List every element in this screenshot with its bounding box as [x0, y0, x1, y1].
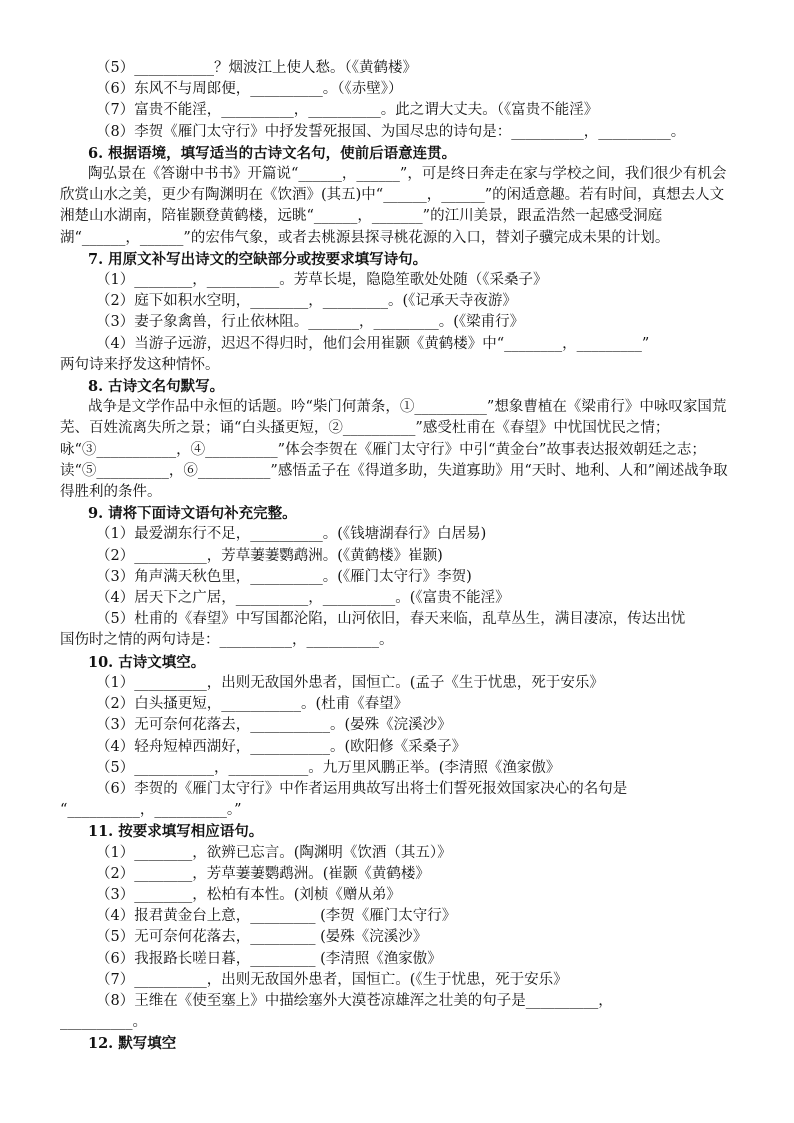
- question-line: （5）___________，___________。九万里风鹏正举。(李清照《渔家傲》: [96, 759, 561, 776]
- question-line: __________。: [60, 1014, 147, 1031]
- question-line: （1）__________，出则无敌国外患者，国恒亡。(孟子《生于忧患，死于安乐》: [96, 674, 604, 691]
- question-line: （5）无可奈何花落去，_________ (晏殊《浣溪沙》: [96, 929, 428, 946]
- question-line: 国伤时之情的两句诗是：__________，__________。: [60, 632, 394, 649]
- question-line: （4）报君黄金台上意，_________ (李贺《雁门太守行》: [96, 908, 457, 925]
- question-line: （6）李贺的《雁门太守行》中作者运用典故写出将士们誓死报效国家决心的名句是: [96, 780, 628, 797]
- section-heading: 7. 用原文补写出诗文的空缺部分或按要求填写诗句。: [88, 250, 428, 268]
- question-line: 两句诗来抒发这种情怀。: [60, 356, 220, 373]
- question-line: （8）王维在《使至塞上》中描绘塞外大漠苍凉雄浑之壮美的句子是__________，: [96, 992, 613, 1009]
- question-line: （3）________，松柏有本性。(刘桢《赠从弟》: [96, 886, 401, 903]
- worksheet-page: [60, 58, 736, 1055]
- question-line: （7）富贵不能淫，__________，__________。此之谓大丈夫。（《富贵不能淫》: [96, 102, 599, 119]
- context-paragraph: 陶弘景在《答谢中书书》开篇说“______，______”，可是终日奔走在家与学校之间，我们很少有机会欣赏山水之美，更少有陶渊明在《饮酒》(其五)中“______，______”的闲适意趣。若有时间，真想去人文湘楚山水湖南，陪崔颢登黄鹤楼，远眺“______，_______”的江川美景，跟孟浩然一起感受洞庭湖“______，______”的宏伟气象，或者去桃源县探寻桃花源的入口，替刘子骥完成未果的计划。: [60, 166, 727, 246]
- section-heading: 10. 古诗文填空。: [88, 653, 206, 671]
- question-line: （6）我报路长嗟日暮，_________ (李清照《渔家傲》: [96, 950, 442, 967]
- question-line: （6）东风不与周郎便，__________。（《赤壁》）: [96, 81, 403, 98]
- question-line: （5）杜甫的《春望》中写国都沦陷，山河依旧，春天来临，乱草丛生，满目凄凉，传达出忧: [96, 611, 686, 628]
- question-line: （8）李贺《雁门太守行》中抒发誓死报国、为国尽忠的诗句是：__________，__________。: [96, 123, 686, 140]
- section-heading: 6. 根据语境，填写适当的古诗文名句，使前后语意连贯。: [88, 144, 457, 162]
- section-heading: 8. 古诗文名句默写。: [88, 378, 225, 396]
- question-line: （3）妻子象禽兽，行止依林阻。_______，_________。(《梁甫行》: [96, 314, 525, 331]
- section-heading: 12. 默写填空: [88, 1035, 177, 1053]
- question-line: （2）庭下如积水空明，________，_________。(《记承天寺夜游》: [96, 293, 517, 310]
- question-line: （5）___________？烟波江上使人愁。（《黄鹤楼》: [96, 60, 417, 76]
- section-heading: 9. 请将下面诗文语句补充完整。: [88, 505, 297, 523]
- question-line: （1）最爱湖东行不足，__________。(《钱塘湖春行》白居易): [96, 526, 487, 543]
- question-line: （2）白头搔更短，___________。(杜甫《春望》: [96, 696, 409, 713]
- question-line: （4）当游子远游，迟迟不得归时，他们会用崔颢《黄鹤楼》中“________，_________”: [96, 335, 650, 352]
- question-line: “__________，__________。”: [60, 802, 242, 819]
- question-line: （3）角声满天秋色里，__________。(《雁门太守行》李贺): [96, 568, 472, 585]
- question-line: （7）__________，出则无敌国外患者，国恒亡。(《生于忧患，死于安乐》: [96, 971, 568, 988]
- question-line: （2）__________，芳草萋萋鹦鹉洲。(《黄鹤楼》崔颢): [96, 547, 443, 564]
- question-line: （1）________，欲辨已忘言。(陶渊明《饮酒（其五）》: [96, 844, 452, 861]
- question-line: （4）居天下之广居，__________，__________。(《富贵不能淫》: [96, 590, 510, 607]
- question-line: （1）________，__________。芳草长堤，隐隐笙歌处处随（《采桑子》: [96, 272, 548, 289]
- context-paragraph: 战争是文学作品中永恒的话题。吟“柴门何萧条，①__________”想象曹植在《梁甫行》中咏叹家国荒芜、百姓流离失所之景；诵“白头搔更短，②__________”感受杜甫在《春望》中忧国忧民之情；咏“③___________，④__________”体会李贺在《雁门太守行》中引“黄金台”故事表达报效朝廷之志；读“⑤__________，⑥__________”感悟孟子在《得道多助，失道寡助》用“天时、地利、人和”阐述战争取得胜利的条件。: [60, 399, 728, 501]
- question-line: （4）轻舟短棹西湖好，___________。(欧阳修《采桑子》: [96, 738, 467, 755]
- section-heading: 11. 按要求填写相应语句。: [88, 823, 264, 841]
- question-line: （3）无可奈何花落去，___________。(晏殊《浣溪沙》: [96, 717, 452, 734]
- question-line: （2）________，芳草萋萋鹦鹉洲。(崔颢《黄鹤楼》: [96, 865, 430, 882]
